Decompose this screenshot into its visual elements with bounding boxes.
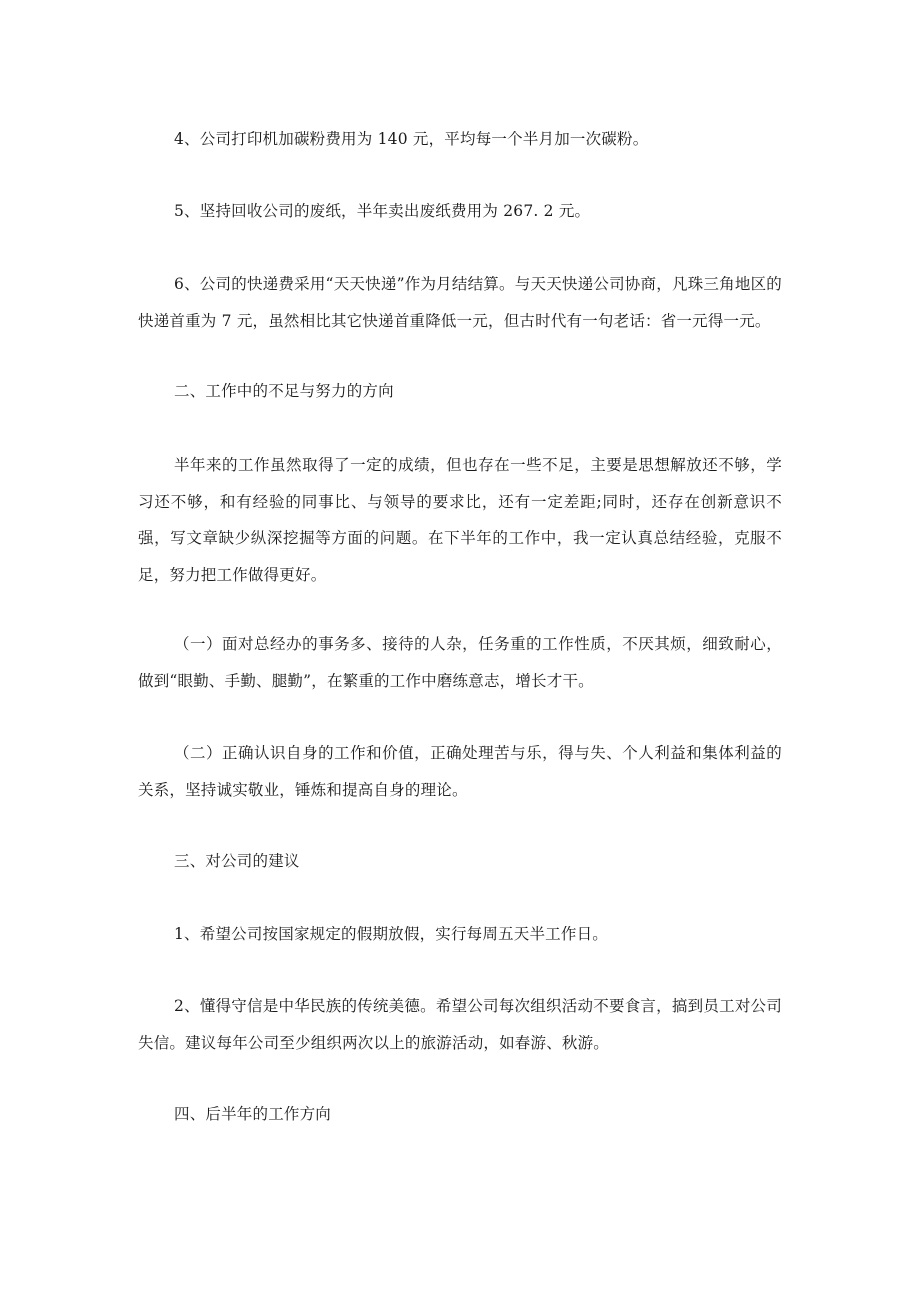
section-3-heading: 三、对公司的建议 [174,852,300,870]
section-3-item-1: 1、希望公司按国家规定的假期放假，实行每周五天半工作日。 [174,925,608,943]
section-2-intro: 半年来的工作虽然取得了一定的成绩，但也存在一些不足，主要是思想解放还不够，学习还不够，和有经验的同事比、与领导的要求比，还有一定差距;同时，还存在创新意识不强，写文章缺少纵深挖掘等方面的问题。在下半年的工作中，我一定认真总结经验，克服不足，努力把工作做得更好。 [138,456,782,584]
item-waste-paper: 5、坚持回收公司的废纸，半年卖出废纸费用为 267. 2 元。 [174,202,591,220]
section-4-heading: 四、后半年的工作方向 [174,1105,332,1123]
item-courier-fee: 6、公司的快递费采用“天天快递”作为月结结算。与天天快递公司协商，凡珠三角地区的快递首重为 7 元，虽然相比其它快递首重降低一元，但古时代有一句老话：省一元得一元。 [138,275,782,330]
section-2-heading: 二、工作中的不足与努力的方向 [174,382,394,400]
section-2-point-2: （二）正确认识自身的工作和价值，正确处理苦与乐，得与失、个人利益和集体利益的关系，坚持诚实敬业，锤炼和提高自身的理论。 [138,744,782,799]
section-3-item-2: 2、懂得守信是中华民族的传统美德。希望公司每次组织活动不要食言，搞到员工对公司失信。建议每年公司至少组织两次以上的旅游活动，如春游、秋游。 [138,997,782,1052]
section-2-point-1: （一）面对总经办的事务多、接待的人杂，任务重的工作性质，不厌其烦，细致耐心，做到“眼勤、手勤、腿勤”，在繁重的工作中磨练意志，增长才干。 [138,635,782,690]
item-toner-cost: 4、公司打印机加碳粉费用为 140 元，平均每一个半月加一次碳粉。 [174,130,649,148]
